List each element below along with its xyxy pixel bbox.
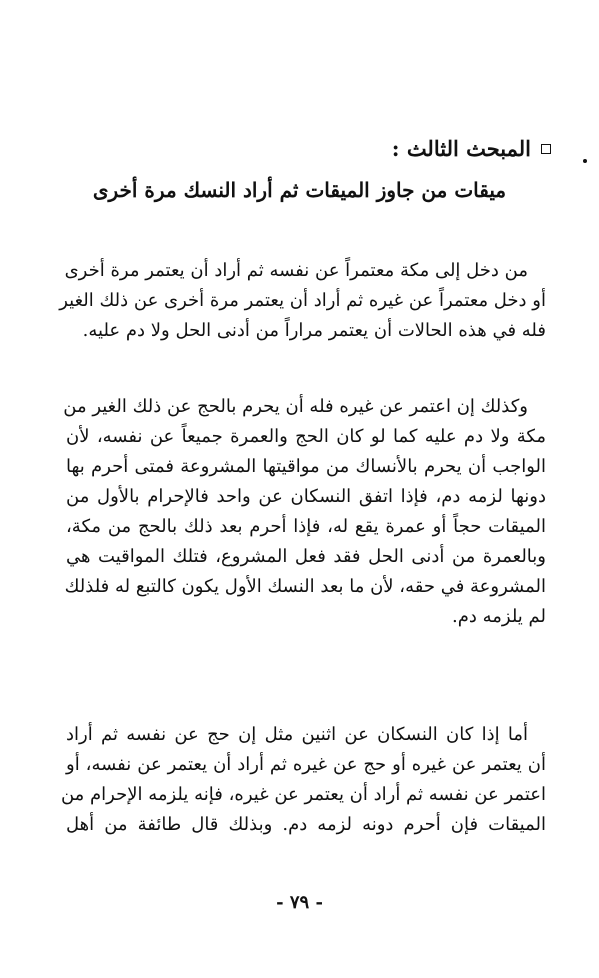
paragraph-2 <box>63 392 546 632</box>
paragraph-line: اعتمر عن نفسه ثم أراد أن يعتمر عن غيره، فإنه يلزمه الإحرام من <box>60 784 546 805</box>
paragraph-1 <box>59 256 546 346</box>
paragraph-line: أما إذا كان النسكان عن اثنين مثل إن حج عن نفسه ثم أراد <box>66 724 528 745</box>
paragraph-line: الميقات حجاً أو عمرة يقع له، فإذا أحرم بعد ذلك بالحج من مكة، <box>66 516 546 537</box>
paragraph-3 <box>60 720 546 840</box>
paragraph-line: الميقات فإن أحرم دونه لزمه دم. وبذلك قال طائفة من أهل <box>66 814 546 835</box>
paragraph-line: دونها لزمه دم، فإذا اتفق النسكان عن واحد فالإحرام بالأول من <box>66 486 546 507</box>
square-bullet-icon <box>541 144 551 154</box>
paragraph-line: لم يلزمه دم. <box>452 606 546 627</box>
section-subtitle: ميقات من جاوز الميقات ثم أراد النسك مرة أخرى <box>92 178 507 202</box>
paragraph-line: أن يعتمر عن غيره أو حج عن غيره ثم أراد أن يعتمر عن نفسه، أو <box>66 754 546 775</box>
paragraph-line: أو دخل معتمراً عن غيره ثم أراد أن يعتمر مرة أخرى عن ذلك الغير <box>59 290 546 311</box>
paragraph-line: المشروعة في حقه، لأن ما بعد النسك الأول يكون كالتبع له فلذلك <box>64 576 546 597</box>
margin-dot <box>583 159 587 163</box>
paragraph-line: الواجب أن يحرم بالأنساك من مواقيتها المشروعة فمتى أحرم بها <box>66 456 546 477</box>
paragraph-line: وبالعمرة من أدنى الحل فقد فعل المشروع، فتلك المواقيت هي <box>66 546 546 567</box>
section-heading <box>392 136 551 161</box>
page-number: - ٧٩ - <box>276 892 323 913</box>
paragraph-line: فله في هذه الحالات أن يعتمر مراراً من أدنى الحل ولا دم عليه. <box>82 320 546 341</box>
paragraph-line: من دخل إلى مكة معتمراً عن نفسه ثم أراد أن يعتمر مرة أخرى <box>64 260 528 281</box>
section-heading-text: المبحث الثالث : <box>391 136 531 161</box>
paragraph-line: مكة ولا دم عليه كما لو كان الحج والعمرة جميعاً عن نفسه، لأن <box>66 426 546 447</box>
paragraph-line: وكذلك إن اعتمر عن غيره فله أن يحرم بالحج عن ذلك الغير من <box>63 396 528 417</box>
